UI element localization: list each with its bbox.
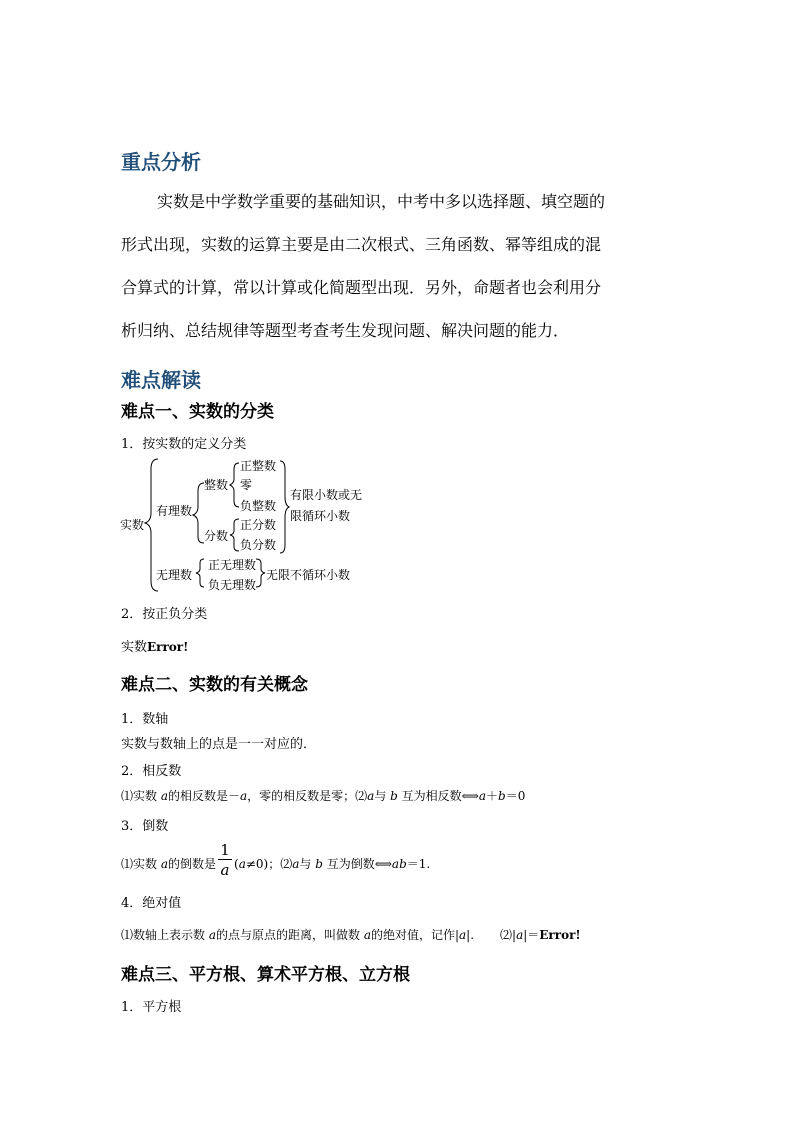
brace-fraction (230, 519, 239, 551)
tree-finite-label-1: 有限小数或无 (290, 488, 363, 502)
tree-pos-irr-label: 正无理数 (208, 558, 257, 572)
paragraph-line-2: 形式出现，实数的运算主要是由二次根式、三角函数、幂等组成的混 (121, 235, 602, 254)
paragraph-line-1: 实数是中学数学重要的基础知识，中考中多以选择题、填空题的 (157, 192, 606, 211)
tree-pos-int-label: 正整数 (240, 459, 277, 473)
square-root-title: 1．平方根 (121, 1000, 182, 1015)
abs-value-error: Error! (539, 928, 581, 942)
absolute-value-text: ⑴数轴上表示数 a的点与原点的距离，叫做数 a的绝对值，记作|a|. ⑵|a|＝Error! (121, 928, 581, 942)
classification-tree-diagram (116, 455, 386, 595)
tree-fraction-label: 分数 (204, 529, 229, 543)
difficulty-2-heading: 难点二、实数的有关概念 (121, 675, 308, 695)
tree-finite-label-2: 限循环小数 (290, 509, 351, 523)
reciprocal-text: ⑴实数 a的倒数是 $\frac{1}{a}$ (a≠0)；⑵a与 b 互为倒数⟺ab＝1. (121, 841, 431, 879)
tree-neg-irr-label: 负无理数 (208, 578, 257, 592)
reciprocal-title: 3．倒数 (121, 819, 169, 834)
error-text: Error! (147, 640, 189, 654)
difficulty-1-item-2: 2．按正负分类 (121, 607, 208, 622)
classification-error-line (121, 636, 188, 655)
fraction-one-over-a: $\frac{1}{a}$ (218, 841, 232, 880)
tree-root-label: 实数 (120, 518, 145, 532)
opposite-number-title: 2．相反数 (121, 764, 182, 779)
difficulty-1-heading: 难点一、实数的分类 (121, 402, 274, 422)
section-heading-key-analysis: 重点分析 (121, 150, 201, 174)
brace-irrational (196, 559, 204, 587)
number-line-title: 1．数轴 (121, 712, 169, 727)
tree-neg-frac-label: 负分数 (240, 538, 277, 552)
brace-integer (230, 463, 239, 507)
brace-rational (193, 483, 204, 543)
tree-neg-int-label: 负整数 (240, 499, 277, 513)
section-heading-difficulty: 难点解读 (121, 368, 201, 392)
opposite-number-text: ⑴实数 a的相反数是－a，零的相反数是零；⑵a与 b 互为相反数⟺a＋b＝0 (121, 789, 526, 803)
absolute-value-title: 4．绝对值 (121, 896, 182, 911)
tree-irrational-label: 无理数 (156, 568, 193, 582)
difficulty-1-item-1: 1．按实数的定义分类 (121, 437, 247, 452)
number-line-text: 实数与数轴上的点是一一对应的． (121, 737, 317, 752)
brace-right-irrational (256, 559, 265, 587)
difficulty-3-heading: 难点三、平方根、算术平方根、立方根 (121, 965, 410, 985)
tree-pos-frac-label: 正分数 (240, 518, 277, 532)
tree-zero-label: 零 (240, 478, 253, 492)
tree-rational-label: 有理数 (156, 504, 193, 518)
tree-infinite-label: 无限不循环小数 (266, 568, 351, 582)
brace-right-rational (280, 461, 289, 553)
paragraph-line-3: 合算式的计算，常以计算或化简题型出现．另外，命题者也会利用分 (121, 278, 602, 297)
error-line-prefix: 实数 (121, 640, 148, 655)
paragraph-line-4: 析归纳、总结规律等题型考查考生发现问题、解决问题的能力． (121, 321, 570, 340)
tree-integer-label: 整数 (204, 478, 229, 492)
